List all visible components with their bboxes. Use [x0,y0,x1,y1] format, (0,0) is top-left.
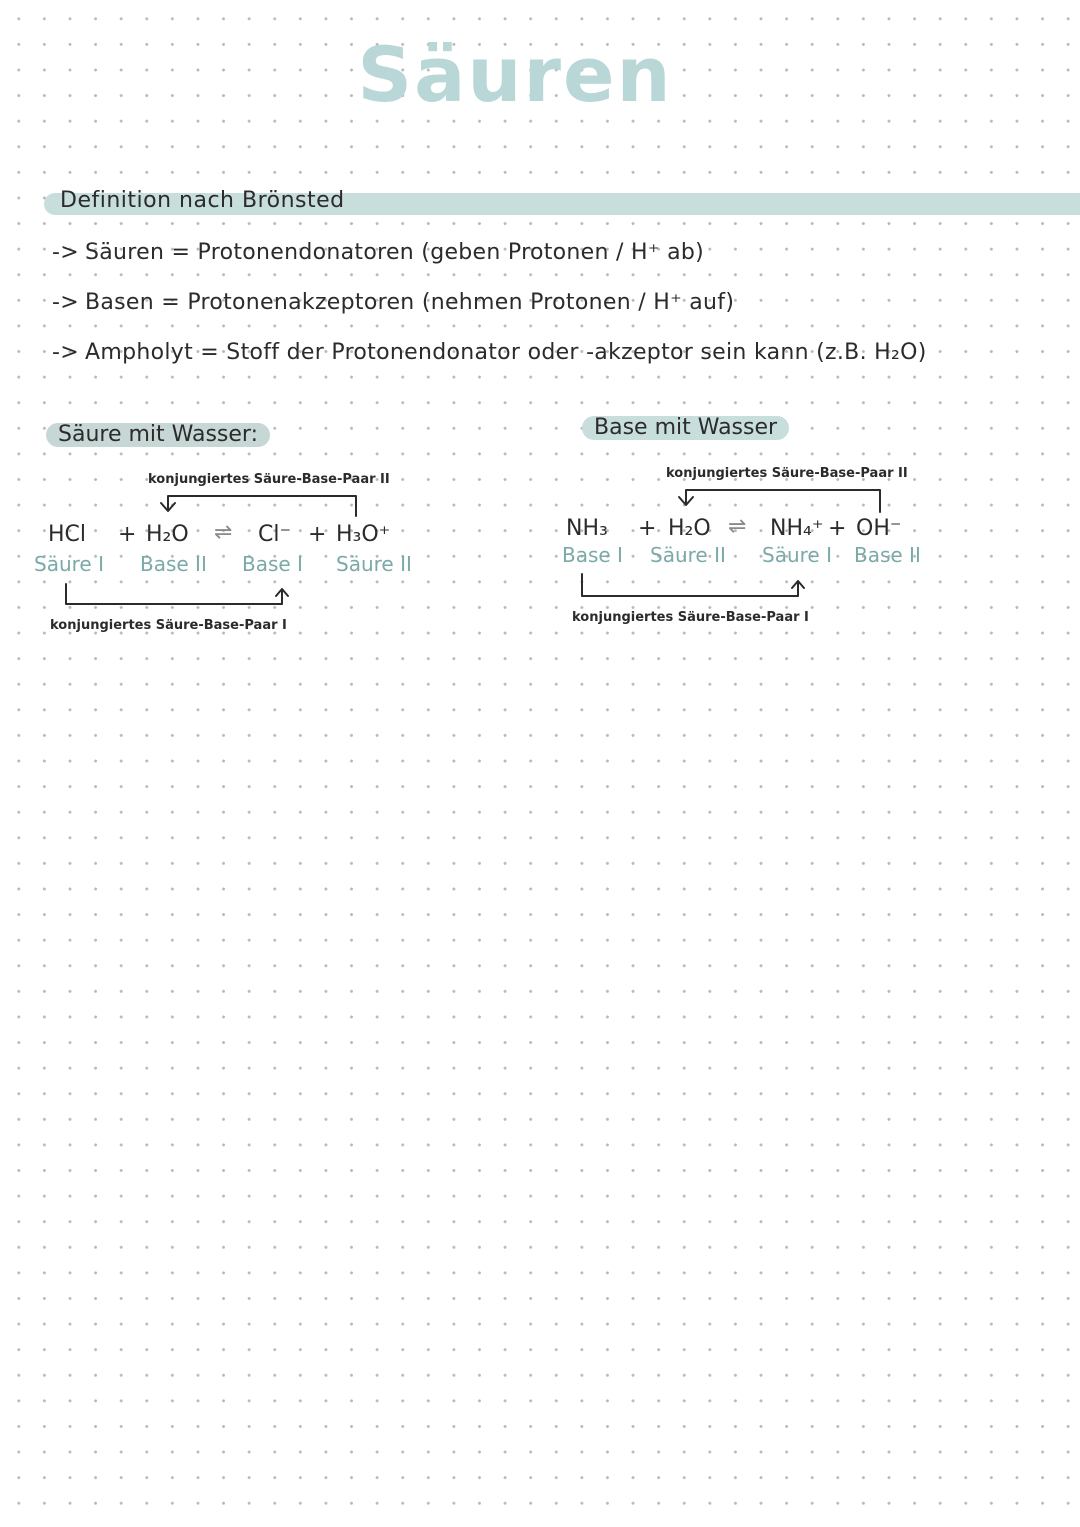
acid-species-chloride: Cl⁻ [258,522,292,547]
arrow-icon: -> [52,240,79,265]
base-plus-sign: + [828,516,847,541]
acid-top-bracket [168,496,356,516]
equilibrium-arrow-icon: ⇌ [728,514,747,539]
acid-species-hcl: HCl [48,522,87,547]
definition-text: Ampholyt = Stoff der Protonendonator oder -akzeptor sein kann (z.B. H₂O) [84,340,927,365]
acid-pair-bottom-label: konjungiertes Säure-Base-Paar I [50,618,287,633]
definition-text: Basen = Protonenakzeptoren (nehmen Protonen / H⁺ auf) [84,290,735,315]
base-bottom-bracket [582,574,798,596]
acid-species-hydronium: H₃O⁺ [336,522,391,547]
acid-section-label: Säure mit Wasser: [46,423,270,447]
arrow-icon: -> [52,290,79,315]
base-role-label: Base I [562,543,623,567]
acid-role-label: Base II [140,552,207,576]
base-pair-top-label: konjungiertes Säure-Base-Paar II [666,466,908,481]
acid-role-label: Säure I [34,552,104,576]
base-species-water: H₂O [668,516,711,541]
base-section-label: Base mit Wasser [582,416,789,440]
base-plus-sign: + [638,516,657,541]
acid-pair-top-label: konjungiertes Säure-Base-Paar II [148,472,390,487]
base-species-ammonium: NH₄⁺ [770,516,824,541]
equilibrium-arrow-icon: ⇌ [214,520,233,545]
base-role-label: Säure II [650,543,726,567]
base-role-label: Säure I [762,543,832,567]
acid-role-label: Säure II [336,552,412,576]
acid-role-label: Base I [242,552,303,576]
base-role-label: Base II [854,543,921,567]
page-title: Säuren [357,30,673,119]
arrow-icon: -> [52,340,79,365]
base-species-hydroxide: OH⁻ [856,516,902,541]
base-species-ammonia: NH₃ [566,516,608,541]
acid-species-water: H₂O [146,522,189,547]
definition-heading: Definition nach Brönsted [60,188,345,213]
acid-bottom-bracket [66,584,282,604]
acid-plus-sign: + [308,522,327,547]
base-top-bracket [686,490,880,512]
base-pair-bottom-label: konjungiertes Säure-Base-Paar I [572,610,809,625]
acid-plus-sign: + [118,522,137,547]
definition-text: Säuren = Protonendonatoren (geben Protonen / H⁺ ab) [84,240,705,265]
